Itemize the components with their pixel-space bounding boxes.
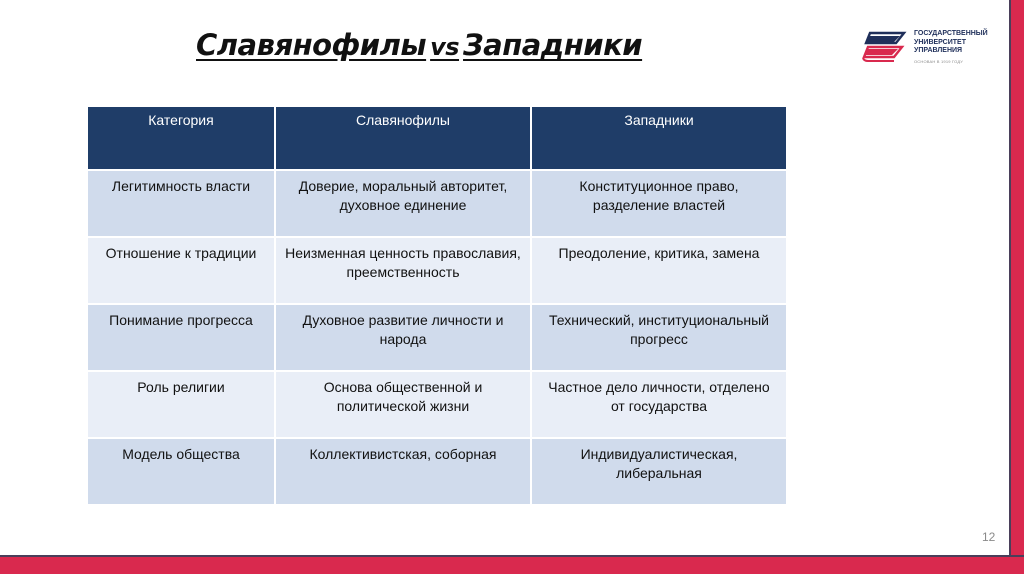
- header-slavophiles: Славянофилы: [275, 106, 531, 170]
- cell-westernizers: Индивидуалистическая, либеральная: [531, 438, 787, 505]
- cell-westernizers: Частное дело личности, отделено от государства: [531, 371, 787, 438]
- title-slavophiles: Славянофилы: [196, 28, 427, 62]
- bottom-accent-bar: [0, 555, 1024, 574]
- cell-category: Легитимность власти: [87, 170, 275, 237]
- table-row: [87, 438, 787, 505]
- cell-category: Модель общества: [87, 438, 275, 505]
- right-accent-bar: [1009, 0, 1024, 574]
- cell-slavophiles: Коллективистская, соборная: [275, 438, 531, 505]
- table-row: [87, 371, 787, 438]
- cell-westernizers: Преодоление, критика, замена: [531, 237, 787, 304]
- book-stack-icon: [860, 30, 908, 64]
- cell-slavophiles: Духовное развитие личности и народа: [275, 304, 531, 371]
- cell-slavophiles: Неизменная ценность православия, преемственность: [275, 237, 531, 304]
- logo-line-1: ГОСУДАРСТВЕННЫЙ: [914, 30, 988, 37]
- header-westernizers: Западники: [531, 106, 787, 170]
- cell-slavophiles: Доверие, моральный авторитет, духовное единение: [275, 170, 531, 237]
- logo-text: [914, 30, 988, 66]
- table-row: [87, 304, 787, 371]
- title-westernizers: Западники: [463, 28, 643, 62]
- cell-category: Понимание прогресса: [87, 304, 275, 371]
- cell-slavophiles: Основа общественной и политической жизни: [275, 371, 531, 438]
- university-logo: [860, 30, 1000, 70]
- cell-category: Роль религии: [87, 371, 275, 438]
- cell-westernizers: Технический, институциональный прогресс: [531, 304, 787, 371]
- slide-title: [196, 28, 642, 62]
- logo-line-3: УПРАВЛЕНИЯ: [914, 47, 963, 54]
- logo-subtitle: ОСНОВАН В 1919 ГОДУ: [914, 58, 964, 64]
- table-row: [87, 237, 787, 304]
- comparison-table: [86, 105, 788, 506]
- cell-westernizers: Конституционное право, разделение властей: [531, 170, 787, 237]
- cell-category: Отношение к традиции: [87, 237, 275, 304]
- logo-line-2: УНИВЕРСИТЕТ: [914, 38, 966, 46]
- header-category: Категория: [87, 106, 275, 170]
- table-header-row: [87, 106, 787, 170]
- title-vs: vs: [430, 33, 460, 61]
- page-number: 12: [982, 530, 996, 544]
- table-row: [87, 170, 787, 237]
